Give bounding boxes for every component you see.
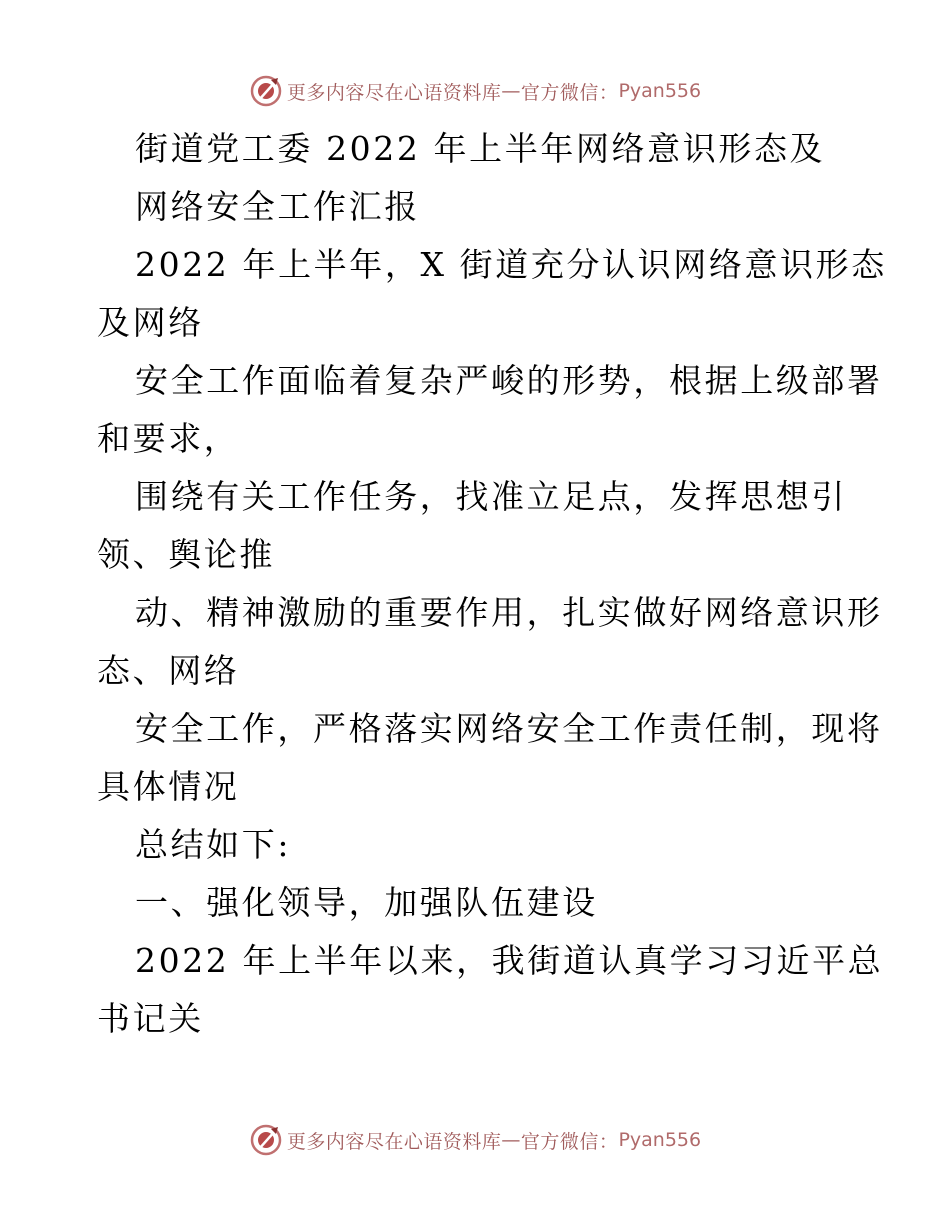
body-line: 2022 年上半年，X 街道充分认识网络意识形态 bbox=[135, 245, 887, 284]
watermark-banner-top bbox=[0, 71, 950, 111]
section-heading: 一、强化领导，加强队伍建设 bbox=[135, 883, 598, 922]
body-line: 具体情况 bbox=[97, 767, 240, 806]
watermark-wechat-id: Pyan556 bbox=[618, 1129, 702, 1151]
pen-logo-icon bbox=[249, 74, 283, 108]
watermark-text: 更多内容尽在心语资料库 bbox=[286, 1130, 502, 1153]
body-line: 2022 年上半年以来，我街道认真学习习近平总 bbox=[135, 941, 884, 980]
body-line: 安全工作，严格落实网络安全工作责任制，现将 bbox=[135, 709, 883, 748]
watermark-wechat-label: 官方微信： bbox=[520, 1130, 619, 1153]
body-line: 围绕有关工作任务，找准立足点，发挥思想引 bbox=[135, 477, 847, 516]
body-line: 安全工作面临着复杂严峻的形势，根据上级部署 bbox=[135, 361, 883, 400]
body-line: 态、网络 bbox=[97, 651, 240, 690]
body-line: 总结如下: bbox=[135, 825, 292, 864]
watermark-wechat-id: Pyan556 bbox=[618, 80, 702, 102]
watermark-dash: — bbox=[501, 1129, 521, 1151]
body-line: 领、舆论推 bbox=[97, 535, 275, 574]
watermark-dash: — bbox=[501, 80, 521, 102]
document-body bbox=[97, 120, 887, 1048]
body-line: 及网络 bbox=[97, 303, 204, 342]
body-line: 书记关 bbox=[97, 999, 204, 1038]
watermark-wechat-label: 官方微信： bbox=[520, 81, 619, 104]
body-line: 动、精神激励的重要作用，扎实做好网络意识形 bbox=[135, 593, 883, 632]
watermark-text: 更多内容尽在心语资料库 bbox=[286, 81, 502, 104]
document-title-line-2: 网络安全工作汇报 bbox=[135, 187, 420, 226]
pen-logo-icon bbox=[249, 1123, 283, 1157]
watermark-banner-bottom bbox=[0, 1120, 950, 1160]
body-line: 和要求， bbox=[97, 419, 240, 458]
document-title-line-1: 街道党工委 2022 年上半年网络意识形态及 bbox=[135, 129, 826, 168]
